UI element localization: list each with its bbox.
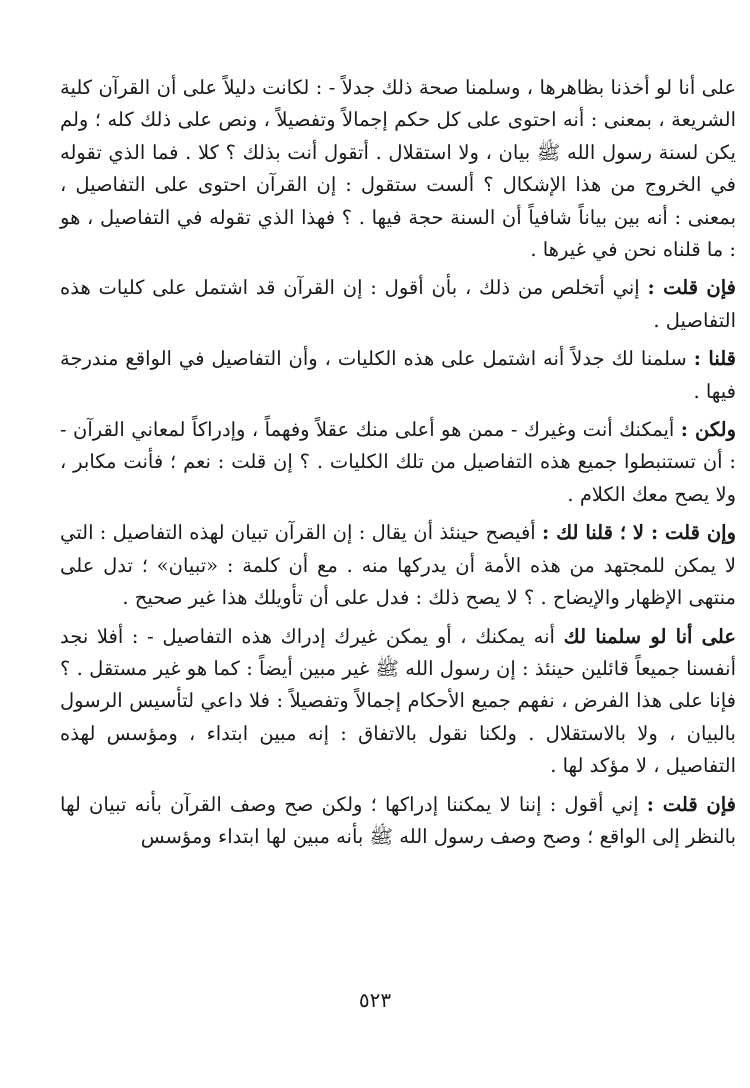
main-text (60, 72, 736, 853)
paragraph-2 (60, 272, 736, 337)
paragraph-1 (60, 72, 736, 266)
paragraph-text: على أنا لو أخذنا بظاهرها ، وسلمنا صحة ذلك جدلاً - : لكانت دليلاً على أن القرآن كلية الشريعة ، بمعنى : أنه احتوى على كل حكم إجمالاً وتفصيلاً ، ونص على ذلك كله ؛ ولم يكن لسنة رسول الله ﷺ بيان ، ولا استقلال . أتقول أنت بذلك ؟ كلا . فما الذي تقوله في الخروج من هذا الإشكال ؟ ألست ستقول : إن القرآن احتوى على التفاصيل ، بمعنى : أنه بين بياناً شافياً أن السنة حجة فيها . ؟ فهذا الذي تقوله في التفاصيل ، هو : ما قلناه نحن في غيرها . (60, 76, 736, 262)
paragraph-text: أنه يمكنك ، أو يمكن غيرك إدراك هذه التفاصيل - : أفلا نجد أنفسنا جميعاً قائلين حينئذ : إن رسول الله ﷺ غير مبين أيضاً : كما هو غير مستقل . ؟ فإنا على هذا الفرض ، نفهم جميع الأحكام إجمالاً وتفصيلاً : فلا داعي لتأسيس الرسول بالبيان ، ولا بالاستقلال . ولكنا نقول بالاتفاق : إنه مبين ابتداء ، ومؤسس لهذه التفاصيل ، لا مؤكد لها . (60, 624, 736, 778)
paragraph-lead: فإن قلت : (647, 276, 736, 300)
paragraph-7 (60, 789, 736, 854)
paragraph-lead: على أنا لو سلمنا لك (563, 624, 736, 648)
paragraph-4 (60, 414, 736, 511)
paragraph-lead: قلنا : (693, 347, 736, 371)
paragraph-text: إني أقول : إننا لا يمكننا إدراكها ؛ ولكن صح وصف القرآن بأنه تبيان لها بالنظر إلى الواقع ؛ وصح وصف رسول الله ﷺ بأنه مبين لها ابتداء ومؤسس (60, 792, 736, 848)
paragraph-text: أفيصح حينئذ أن يقال : إن القرآن تبيان لهذه التفاصيل : التي لا يمكن للمجتهد من هذه الأمة أن يدركها منه . مع أن كلمة : «تبيان» ؛ تدل على منتهى الإظهار والإيضاح . ؟ لا يصح ذلك : فدل على أن تأويلك هذا غير صحيح . (60, 521, 736, 610)
page-number: ٥٢٣ (358, 988, 392, 1012)
paragraph-text: سلمنا لك جدلاً أنه اشتمل على هذه الكليات ، وأن التفاصيل في الواقع مندرجة فيها . (60, 347, 736, 403)
paragraph-lead: فإن قلت : (646, 792, 736, 816)
paragraph-3 (60, 343, 736, 408)
paragraph-text: إني أتخلص من ذلك ، بأن أقول : إن القرآن قد اشتمل على كليات هذه التفاصيل . (60, 276, 736, 332)
paragraph-lead: وإن قلت : لا ؛ قلنا لك : (542, 521, 736, 545)
paragraph-lead: ولكن : (680, 418, 736, 442)
paragraph-text: أيمكنك أنت وغيرك - ممن هو أعلى منك عقلاً وفهماً ، وإدراكاً لمعاني القرآن - : أن تستنبطوا جميع هذه التفاصيل من تلك الكليات . ؟ إن قلت : نعم ؛ فأنت مكابر ، ولا يصح معك الكلام . (60, 418, 736, 506)
paragraph-5 (60, 517, 736, 614)
paragraph-6 (60, 621, 736, 783)
